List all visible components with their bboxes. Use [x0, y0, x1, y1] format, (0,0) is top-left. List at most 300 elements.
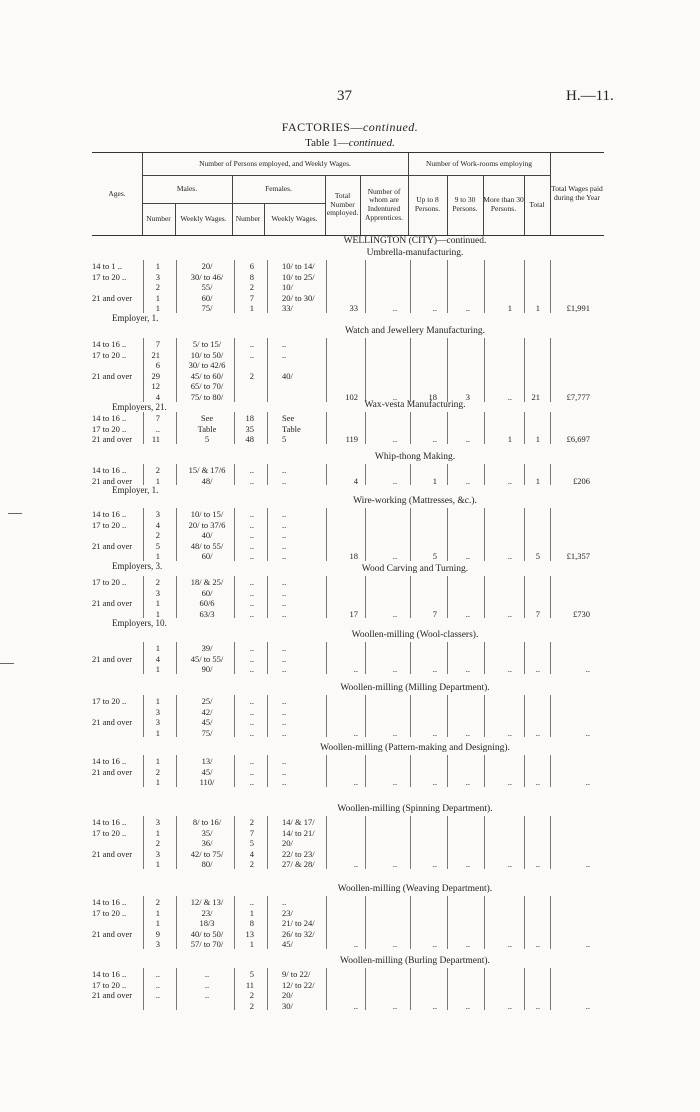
indentured-cell: .. — [392, 939, 398, 950]
female-wages-cell: .. — [282, 897, 287, 907]
female-wages-cell: .. — [282, 475, 287, 486]
female-wages-cell: .. — [282, 696, 287, 706]
female-number-cell: 11 — [245, 979, 254, 990]
up-to-8-cell: 7 — [432, 608, 437, 619]
column-rule — [267, 576, 268, 618]
male-number-cell: 1 — [155, 664, 160, 675]
more-than-30-cell: .. — [507, 475, 512, 486]
female-wages-cell: 30/ — [282, 1000, 293, 1011]
column-rule — [365, 508, 366, 561]
column-rule — [410, 576, 411, 618]
female-number-cell: .. — [249, 475, 254, 486]
female-wages-cell: 10/ to 25/ — [282, 271, 315, 282]
column-rule — [267, 968, 268, 1010]
page-number: 37 — [337, 88, 352, 104]
column-rule — [484, 412, 485, 444]
male-number-cell: 2 — [155, 282, 160, 293]
header-male-wages: Weekly Wages. — [180, 213, 227, 223]
column-rule — [176, 464, 177, 485]
age-cell: 14 to 16 .. — [92, 817, 127, 827]
header-males: Males. — [176, 183, 198, 193]
age-cell: 17 to 20 .. — [92, 519, 127, 530]
title-main: FACTORIES— — [281, 120, 363, 134]
header-9-to-30: 9 to 30 Persons. — [452, 195, 478, 213]
column-rule — [524, 260, 525, 313]
male-wages-cell: 30/ to 42/6 — [188, 360, 226, 371]
column-rule — [410, 508, 411, 561]
column-rule — [365, 755, 366, 787]
female-wages-cell: .. — [282, 727, 287, 738]
nine-to-30-cell: .. — [465, 664, 470, 675]
nine-to-30-cell: .. — [465, 939, 470, 950]
up-to-8-cell: .. — [432, 434, 437, 445]
male-wages-cell: 12/ & 13/ — [190, 897, 224, 907]
age-cell: 21 and over — [92, 598, 133, 609]
male-number-cell: 1 — [155, 261, 160, 271]
column-rule — [410, 642, 411, 674]
female-wages-cell: 26/ to 32/ — [282, 928, 315, 939]
male-wages-cell: 60/ — [201, 292, 213, 303]
column-rule — [550, 260, 551, 313]
nine-to-30-cell: .. — [465, 777, 470, 788]
female-wages-cell: 5 — [282, 434, 287, 445]
male-number-cell: 1 — [155, 598, 160, 609]
indentured-cell: .. — [392, 434, 398, 445]
up-to-8-cell: .. — [432, 939, 437, 950]
age-cell: 17 to 20 .. — [92, 907, 127, 918]
female-wages-cell: 10/ to 14/ — [282, 261, 315, 271]
female-number-cell: .. — [249, 540, 254, 551]
male-wages-cell: 63/3 — [199, 608, 215, 619]
column-rule — [176, 968, 177, 1010]
female-wages-cell: See — [282, 413, 295, 423]
nine-to-30-cell: .. — [465, 303, 470, 314]
male-number-cell: 7 — [155, 339, 160, 349]
column-rule — [365, 968, 366, 1010]
male-wages-cell: 45/ to 55/ — [190, 653, 224, 664]
male-wages-cell: 110/ — [199, 777, 215, 788]
section-heading: Wax-vesta Manufacturing. — [364, 400, 466, 410]
column-rule — [234, 576, 235, 618]
column-rule — [524, 508, 525, 561]
male-wages-cell: See — [200, 413, 214, 423]
female-wages-cell: .. — [282, 551, 287, 562]
table-title — [0, 120, 700, 135]
total-wages-cell: .. — [585, 727, 590, 738]
male-number-cell: 1 — [155, 777, 160, 788]
age-cell: 14 to 16 .. — [92, 339, 127, 349]
column-rule — [143, 576, 144, 618]
column-rule — [550, 695, 551, 737]
male-number-cell: 3 — [155, 706, 160, 717]
column-rule — [143, 816, 144, 869]
male-number-cell: 4 — [155, 653, 160, 664]
female-number-cell: .. — [249, 465, 254, 475]
male-number-cell: 2 — [155, 577, 160, 587]
indentured-cell: .. — [392, 859, 398, 870]
column-rule — [143, 755, 144, 787]
city-heading: WELLINGTON (CITY)—continued. — [343, 236, 487, 246]
column-rule — [447, 896, 448, 949]
header-total-number: Total Number employed. — [326, 191, 359, 218]
male-wages-cell: 45/ to 60/ — [190, 370, 224, 381]
section-heading: Woollen-milling (Milling Department). — [340, 683, 490, 693]
male-number-cell: 4 — [155, 519, 160, 530]
age-cell: 21 and over — [92, 653, 133, 664]
column-rule — [524, 642, 525, 674]
employers-note: Employer, 1. — [112, 485, 159, 496]
up-to-8-cell: .. — [432, 664, 437, 675]
column-rule — [326, 896, 327, 949]
more-than-30-cell: .. — [507, 1000, 512, 1011]
header-indentured: Number of whom are Indentured Apprentices. — [364, 186, 404, 222]
table-header — [92, 152, 604, 236]
male-number-cell: 1 — [155, 303, 160, 314]
age-cell: 21 and over — [92, 475, 133, 486]
column-rule — [143, 338, 144, 402]
column-rule — [176, 816, 177, 869]
male-wages-cell: 23/ — [201, 907, 213, 918]
column-rule — [267, 642, 268, 674]
female-number-cell: 48 — [245, 434, 254, 445]
age-cell: 17 to 20 .. — [92, 696, 127, 706]
female-number-cell: .. — [249, 530, 254, 541]
total-employed-cell: .. — [353, 859, 358, 870]
column-rule — [176, 338, 177, 402]
female-wages-cell: .. — [282, 587, 287, 598]
column-rule — [524, 695, 525, 737]
column-rule — [267, 464, 268, 485]
workroom-total-cell: .. — [535, 939, 540, 950]
column-rule — [410, 412, 411, 444]
female-wages-cell: 10/ — [282, 282, 293, 293]
column-rule — [234, 968, 235, 1010]
age-cell: 21 and over — [92, 928, 133, 939]
column-rule — [176, 695, 177, 737]
male-number-cell: 29 — [151, 370, 160, 381]
column-rule — [484, 260, 485, 313]
column-rule — [550, 816, 551, 869]
column-rule — [326, 576, 327, 618]
female-wages-cell: 33/ — [282, 303, 293, 314]
workroom-total-cell: .. — [535, 1000, 540, 1011]
up-to-8-cell: 18 — [428, 392, 437, 402]
male-number-cell: 3 — [155, 717, 160, 728]
female-wages-cell: 9/ to 22/ — [282, 969, 311, 979]
column-rule — [550, 338, 551, 402]
female-number-cell: .. — [249, 587, 254, 598]
column-rule — [365, 695, 366, 737]
total-employed-cell: 102 — [345, 392, 358, 402]
subtitle-main: Table 1— — [305, 137, 349, 149]
female-number-cell: .. — [249, 756, 254, 766]
male-number-cell: .. — [155, 990, 160, 1001]
female-number-cell: 13 — [245, 928, 254, 939]
male-number-cell: 3 — [155, 271, 160, 282]
total-employed-cell: .. — [353, 777, 358, 788]
male-number-cell: 1 — [155, 907, 160, 918]
male-number-cell: 1 — [155, 756, 160, 766]
employers-note: Employers, 3. — [112, 561, 163, 571]
section-heading: Woollen-milling (Weaving Department). — [337, 884, 493, 894]
more-than-30-cell: 1 — [507, 303, 512, 314]
column-rule — [447, 338, 448, 402]
page-reference: H.—11. — [566, 88, 614, 104]
female-wages-cell: 20/ — [282, 990, 293, 1001]
column-rule — [234, 642, 235, 674]
column-rule — [410, 816, 411, 869]
male-number-cell: 1 — [155, 608, 160, 619]
more-than-30-cell: .. — [507, 664, 512, 675]
female-wages-cell: .. — [282, 577, 287, 587]
female-wages-cell: .. — [282, 717, 287, 728]
male-number-cell: 1 — [155, 292, 160, 303]
section-heading: Whip-thong Making. — [374, 452, 456, 462]
column-rule — [176, 508, 177, 561]
male-number-cell: 2 — [155, 838, 160, 849]
total-employed-cell: 33 — [349, 303, 358, 314]
male-number-cell: 3 — [155, 848, 160, 859]
workroom-total-cell: 1 — [535, 434, 540, 445]
male-number-cell: 2 — [155, 465, 160, 475]
column-rule — [365, 816, 366, 869]
total-wages-cell: £206 — [573, 475, 590, 486]
column-rule — [550, 576, 551, 618]
total-employed-cell: 17 — [349, 608, 358, 619]
up-to-8-cell: .. — [432, 859, 437, 870]
header-more-than-30: More than 30 Persons. — [483, 195, 524, 213]
column-rule — [484, 755, 485, 787]
male-wages-cell: 55/ — [201, 282, 213, 293]
column-rule — [267, 338, 268, 402]
age-cell: 21 and over — [92, 540, 133, 551]
female-number-cell: .. — [249, 706, 254, 717]
male-wages-cell: 45/ — [201, 717, 213, 728]
indentured-cell: .. — [392, 777, 398, 788]
up-to-8-cell: .. — [432, 1000, 437, 1011]
male-wages-cell: 90/ — [201, 664, 213, 675]
workroom-total-cell: .. — [535, 727, 540, 738]
column-rule — [326, 464, 327, 485]
male-wages-cell: 48/ to 55/ — [190, 540, 224, 551]
female-wages-cell: 14/ to 21/ — [282, 827, 315, 838]
column-rule — [143, 412, 144, 444]
female-number-cell: 2 — [249, 1000, 254, 1011]
age-cell: 17 to 20 .. — [92, 577, 127, 587]
header-total: Total — [529, 199, 545, 209]
male-number-cell: 2 — [155, 897, 160, 907]
female-number-cell: .. — [249, 643, 254, 653]
female-number-cell: 6 — [249, 261, 254, 271]
male-number-cell: 1 — [155, 859, 160, 870]
column-rule — [267, 508, 268, 561]
male-number-cell: 1 — [155, 643, 160, 653]
total-employed-cell: 4 — [353, 475, 358, 486]
column-rule — [484, 816, 485, 869]
female-wages-cell: 23/ — [282, 907, 293, 918]
male-number-cell: .. — [155, 979, 160, 990]
table-subtitle — [0, 137, 700, 149]
column-rule — [234, 338, 235, 402]
male-number-cell: 3 — [155, 509, 160, 519]
male-number-cell: 12 — [151, 381, 160, 392]
column-rule — [365, 576, 366, 618]
section-heading: Umbrella-manufacturing. — [366, 248, 464, 258]
column-rule — [143, 896, 144, 949]
column-rule — [326, 260, 327, 313]
male-wages-cell: 18/3 — [199, 918, 215, 929]
female-number-cell: .. — [249, 339, 254, 349]
female-number-cell: .. — [249, 598, 254, 609]
header-female-number: Number — [235, 213, 261, 223]
age-cell: 21 and over — [92, 990, 133, 1001]
total-wages-cell: £1,991 — [566, 303, 590, 314]
more-than-30-cell: .. — [507, 551, 512, 562]
title-italic: continued. — [362, 120, 419, 134]
column-rule — [176, 755, 177, 787]
male-wages-cell: 75/ — [201, 727, 213, 738]
header-workrooms-group: Number of Work-rooms employing — [425, 158, 533, 168]
female-number-cell: 5 — [249, 838, 254, 849]
male-wages-cell: 10/ to 50/ — [190, 349, 224, 360]
male-wages-cell: 60/ — [201, 587, 213, 598]
column-rule — [143, 695, 144, 737]
female-number-cell: 8 — [249, 271, 254, 282]
male-wages-cell: 5 — [204, 434, 210, 445]
column-rule — [234, 508, 235, 561]
male-number-cell: 1 — [155, 696, 160, 706]
male-wages-cell: 45/ — [201, 766, 213, 777]
female-number-cell: 7 — [249, 827, 254, 838]
column-rule — [524, 896, 525, 949]
male-wages-cell: 40/ — [201, 530, 213, 541]
female-number-cell: .. — [249, 509, 254, 519]
male-wages-cell: 42/ to 75/ — [190, 848, 224, 859]
column-rule — [550, 968, 551, 1010]
column-rule — [410, 695, 411, 737]
female-wages-cell: .. — [282, 706, 287, 717]
more-than-30-cell: 1 — [507, 434, 512, 445]
column-rule — [143, 642, 144, 674]
female-wages-cell: 27/ & 28/ — [282, 859, 315, 870]
column-rule — [176, 260, 177, 313]
female-number-cell: 2 — [249, 370, 254, 381]
workroom-total-cell: 1 — [535, 303, 540, 314]
column-rule — [176, 896, 177, 949]
female-number-cell: .. — [249, 551, 254, 562]
male-wages-cell: 65/ to 70/ — [190, 381, 224, 392]
column-rule — [234, 412, 235, 444]
total-wages-cell: £730 — [573, 608, 590, 619]
indentured-cell: .. — [392, 727, 398, 738]
column-rule — [326, 755, 327, 787]
female-wages-cell: .. — [282, 643, 287, 653]
female-number-cell: 2 — [249, 817, 254, 827]
male-wages-cell: 48/ — [201, 475, 213, 486]
total-wages-cell: £6,697 — [566, 434, 590, 445]
male-number-cell: 3 — [155, 817, 160, 827]
column-rule — [447, 695, 448, 737]
female-wages-cell: .. — [282, 756, 287, 766]
male-wages-cell: 40/ to 50/ — [190, 928, 224, 939]
column-rule — [365, 464, 366, 485]
male-wages-cell: 80/ — [201, 859, 213, 870]
column-rule — [524, 576, 525, 618]
header-female-wages: Weekly Wages. — [271, 213, 318, 223]
employers-note: Employers, 21. — [112, 401, 167, 412]
age-cell: 17 to 20 .. — [92, 271, 127, 282]
male-number-cell: .. — [155, 969, 160, 979]
column-rule — [524, 816, 525, 869]
column-rule — [143, 260, 144, 313]
column-rule — [267, 412, 268, 444]
age-cell: 21 and over — [92, 292, 133, 303]
male-number-cell: 3 — [155, 939, 160, 950]
female-wages-cell: .. — [282, 339, 287, 349]
age-cell: 14 to 1 .. — [92, 261, 122, 271]
male-number-cell: 1 — [155, 475, 160, 486]
age-cell: 14 to 16 .. — [92, 465, 127, 475]
age-cell: 17 to 20 .. — [92, 423, 127, 434]
female-number-cell: .. — [249, 717, 254, 728]
age-cell: 21 and over — [92, 848, 133, 859]
column-rule — [234, 695, 235, 737]
age-cell: 21 and over — [92, 370, 133, 381]
indentured-cell: .. — [392, 392, 398, 402]
indentured-cell: .. — [392, 303, 398, 314]
male-number-cell: 4 — [155, 392, 160, 402]
column-rule — [484, 338, 485, 402]
female-number-cell: 1 — [249, 907, 254, 918]
indentured-cell: .. — [392, 551, 398, 562]
male-number-cell: 5 — [155, 540, 160, 551]
nine-to-30-cell: .. — [465, 608, 470, 619]
column-rule — [410, 260, 411, 313]
column-rule — [550, 508, 551, 561]
male-number-cell: 1 — [155, 727, 160, 738]
up-to-8-cell: .. — [432, 303, 437, 314]
total-wages-cell: .. — [585, 777, 590, 788]
female-wages-cell: .. — [282, 766, 287, 777]
male-number-cell: .. — [155, 423, 160, 434]
male-wages-cell: 15/ & 17/6 — [188, 465, 226, 475]
male-number-cell: 21 — [151, 349, 160, 360]
column-rule — [410, 464, 411, 485]
up-to-8-cell: 5 — [432, 551, 437, 562]
female-wages-cell: .. — [282, 664, 287, 675]
more-than-30-cell: .. — [507, 727, 512, 738]
column-rule — [326, 968, 327, 1010]
age-cell: 14 to 16 .. — [92, 756, 127, 766]
workroom-total-cell: 21 — [531, 392, 540, 402]
female-number-cell: 5 — [249, 969, 254, 979]
female-wages-cell: .. — [282, 519, 287, 530]
female-number-cell: 2 — [249, 282, 254, 293]
column-rule — [484, 695, 485, 737]
male-number-cell: 2 — [155, 530, 160, 541]
header-male-number: Number — [146, 213, 171, 223]
age-cell: 14 to 16 .. — [92, 969, 127, 979]
female-number-cell: .. — [249, 766, 254, 777]
male-wages-cell: 30/ to 46/ — [190, 271, 224, 282]
column-rule — [326, 508, 327, 561]
more-than-30-cell: .. — [507, 392, 512, 402]
male-number-cell: 7 — [155, 413, 160, 423]
column-rule — [447, 816, 448, 869]
column-rule — [484, 642, 485, 674]
column-rule — [447, 576, 448, 618]
column-rule — [326, 642, 327, 674]
